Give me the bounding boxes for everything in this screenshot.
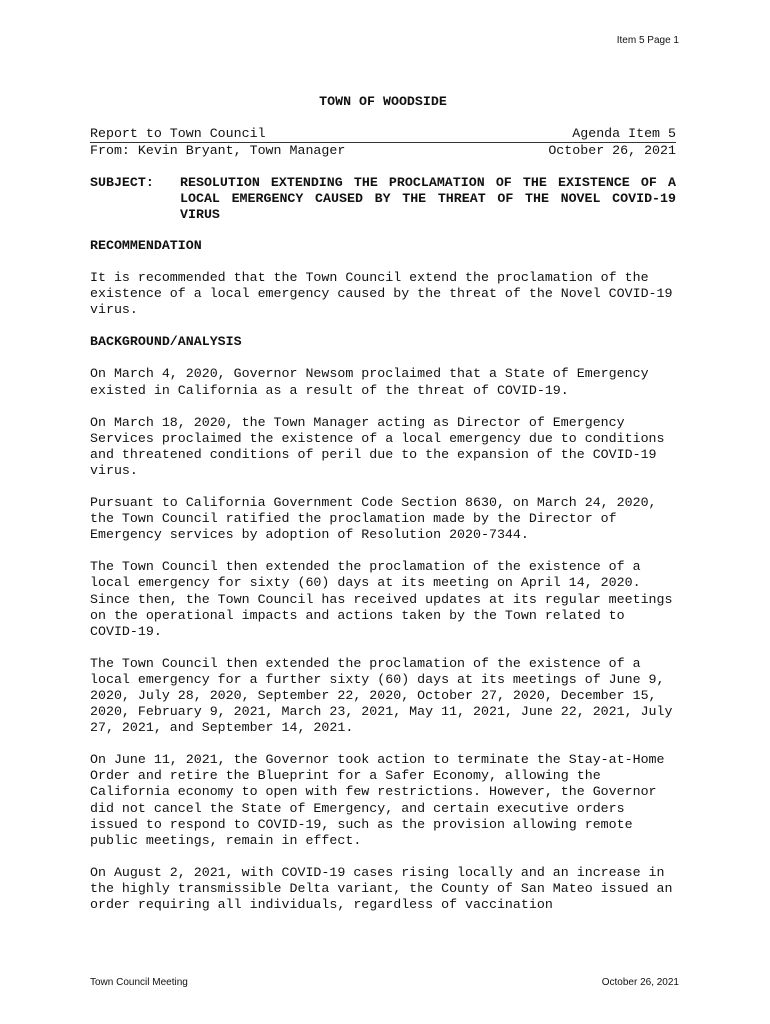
report-to: Report to Town Council [90,126,266,141]
subject-block [90,175,676,223]
footer-meeting: Town Council Meeting [90,977,188,988]
agenda-item: Agenda Item 5 [572,126,676,141]
document-title: TOWN OF WOODSIDE [319,94,447,109]
background-paragraph: Pursuant to California Government Code Section 8630, on March 24, 2020, the Town Council ratified the proclamation made by the Director of Emergency services by adoption of Resolution 2020-7344. [90,495,657,543]
document-body [90,238,676,929]
subject-label: SUBJECT: [90,175,154,190]
recommendation-text: It is recommended that the Town Council extend the proclamation of the existence of a local emergency caused by the threat of the Novel COVID-19 virus. [90,270,673,318]
meeting-date: October 26, 2021 [548,143,676,158]
subject-text: RESOLUTION EXTENDING THE PROCLAMATION OF THE EXISTENCE OF A LOCAL EMERGENCY CAUSED BY THE THREAT OF THE NOVEL COVID-19 VIRUS [180,175,676,223]
header-row-from [90,143,676,159]
background-paragraph: The Town Council then extended the proclamation of the existence of a local emergency for sixty (60) days at its meeting on April 14, 2020. Since then, the Town Council has received updates at its regular meetings on the operational impacts and actions taken by the Town related to COVID-19. [90,559,673,639]
page-number: Item 5 Page 1 [616,35,679,46]
background-heading: BACKGROUND/ANALYSIS [90,334,242,350]
background-paragraph: On March 4, 2020, Governor Newsom proclaimed that a State of Emergency existed in California as a result of the threat of COVID-19. [90,366,649,398]
background-paragraph: The Town Council then extended the proclamation of the existence of a local emergency for a further sixty (60) days at its meetings of June 9, 2020, July 28, 2020, September 22, 2020, October 27, 2020, December 15, 2020, February 9, 2021, March 23, 2021, May 11, 2021, June 22, 2021, July 27, 2021, and September 14, 2021. [90,655,673,736]
footer-date: October 26, 2021 [601,977,679,988]
recommendation-heading: RECOMMENDATION [90,238,202,253]
background-paragraph: On March 18, 2020, the Town Manager acting as Director of Emergency Services proclaimed the existence of a local emergency due to conditions and threatened conditions of peril due to the expansion of the COVID-19 virus. [90,414,665,478]
from-line: From: Kevin Bryant, Town Manager [90,143,346,158]
background-paragraph: On June 11, 2021, the Governor took action to terminate the Stay-at-Home Order and retire the Blueprint for a Safer Economy, allowing the California economy to open with few restrictions. However, the Governor did not cancel the State of Emergency, and certain executive orders issued to respond to COVID-19, such as the provision allowing remote public meetings, remain in effect. [90,752,665,848]
background-paragraph: On August 2, 2021, with COVID-19 cases rising locally and an increase in the highly transmissible Delta variant, the County of San Mateo issued an order requiring all individuals, regardless of vaccination [90,864,673,912]
header-row-report [90,126,676,143]
